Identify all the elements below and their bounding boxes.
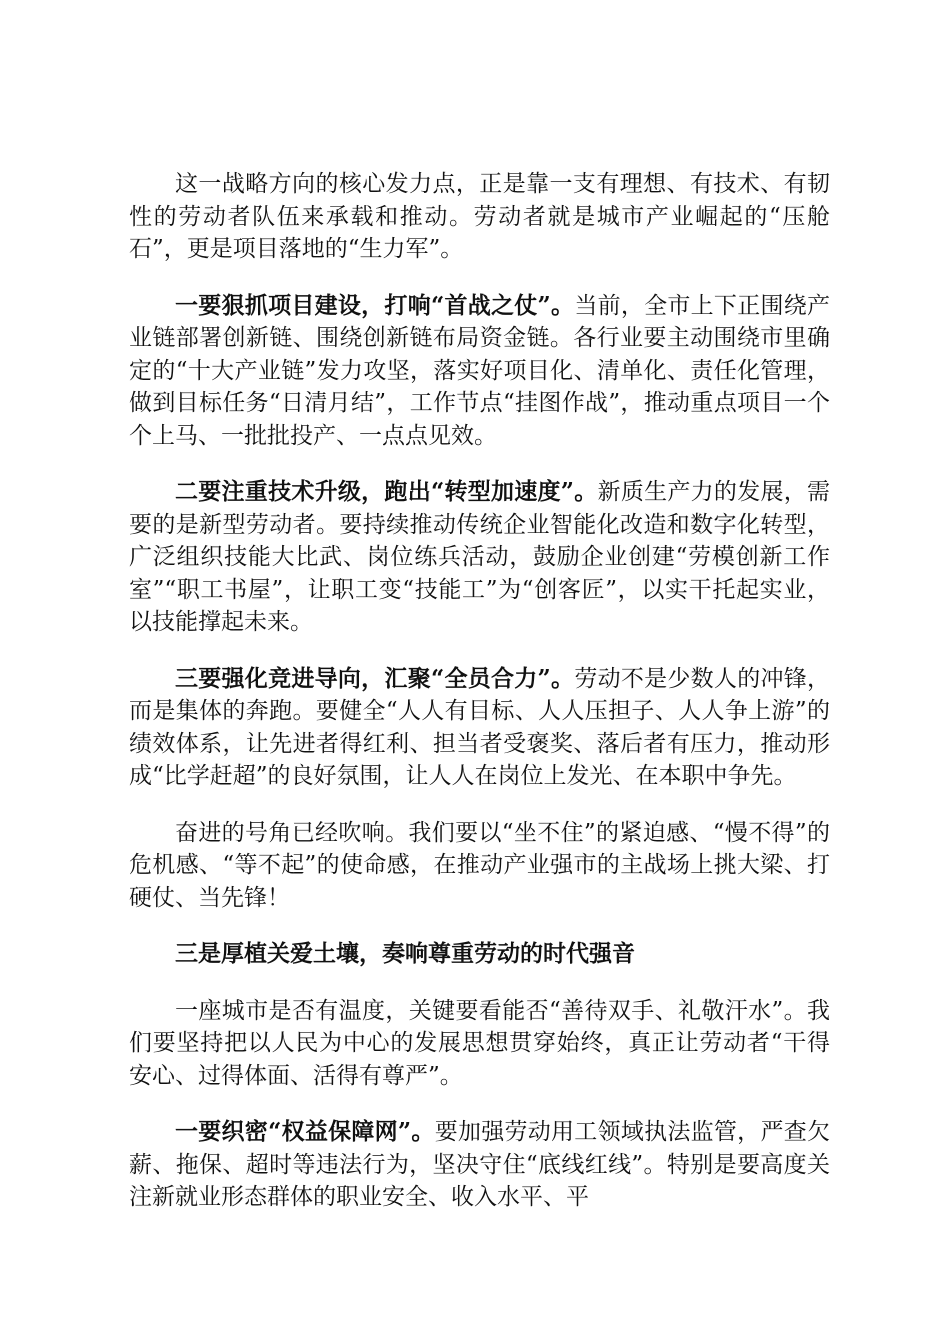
paragraph-lead: 二要注重技术升级，跑出“转型加速度”。	[175, 478, 598, 505]
paragraph-text: 奋进的号角已经吹响。我们要以“坐不住”的紧迫感、“慢不得”的危机感、“等不起”的使命感，在推动产业强市的主战场上挑大梁、打硬仗、当先锋！	[129, 819, 830, 911]
paragraph-project-construction	[129, 290, 830, 453]
paragraph-rights-protection	[129, 1116, 830, 1214]
paragraph-lead: 一要狠抓项目建设，打响“首战之仗”。	[175, 291, 575, 319]
paragraph-competition-orientation	[129, 663, 830, 793]
paragraph-text: 新质生产力的发展，需要的是新型劳动者。要持续推动传统企业智能化改造和数字化转型，广泛组织技能大比武、岗位练兵活动，鼓励企业创建“劳模创新工作室”“职工书屋”，让职工变“技能工”为“创客匠”，以实干托起实业，以技能撑起未来。	[129, 479, 830, 635]
paragraph-text: 一座城市是否有温度，关键要看能否“善待双手、礼敬汗水”。我们要坚持把以人民为中心的发展思想贯穿始终，真正让劳动者“干得安心、过得体面、活得有尊严”。	[129, 997, 830, 1089]
paragraph-technology-upgrade	[129, 476, 830, 639]
paragraph-city-warmth	[129, 995, 830, 1093]
paragraph-text: 劳动不是少数人的冲锋，而是集体的奔跑。要健全“人人有目标、人人压担子、人人争上游”的绩效体系，让先进者得红利、担当者受褒奖、落后者有压力，推动形成“比学赶超”的良好氛围，让人人在岗位上发光、在本职中争先。	[129, 665, 831, 789]
paragraph-call-to-action	[129, 817, 830, 915]
paragraph-text: 这一战略方向的核心发力点，正是靠一支有理想、有技术、有韧性的劳动者队伍来承载和推动。劳动者就是城市产业崛起的“压舱石”，更是项目落地的“生力军”。	[129, 171, 830, 262]
document-body	[129, 168, 830, 1238]
paragraph-text: 当前，全市上下正围绕产业链部署创新链、围绕创新链布局资金链。各行业要主动围绕市里确定的“十大产业链”发力攻坚，落实好项目化、清单化、责任化管理，做到目标任务“日清月结”，工作节点“挂图作战”，推动重点项目一个个上马、一批批投产、一点点见效。	[129, 292, 831, 449]
paragraph-text: 要加强劳动用工领域执法监管，严查欠薪、拖保、超时等违法行为，坚决守住“底线红线”。特别是要高度关注新就业形态群体的职业安全、收入水平、平	[129, 1119, 830, 1210]
paragraph-lead: 三要强化竞进导向，汇聚“全员合力”。	[175, 664, 575, 692]
section-heading: 三是厚植关爱土壤，奏响尊重劳动的时代强音	[175, 940, 635, 967]
paragraph-lead: 一要织密“权益保障网”。	[175, 1118, 435, 1145]
paragraph-intro	[129, 168, 830, 266]
